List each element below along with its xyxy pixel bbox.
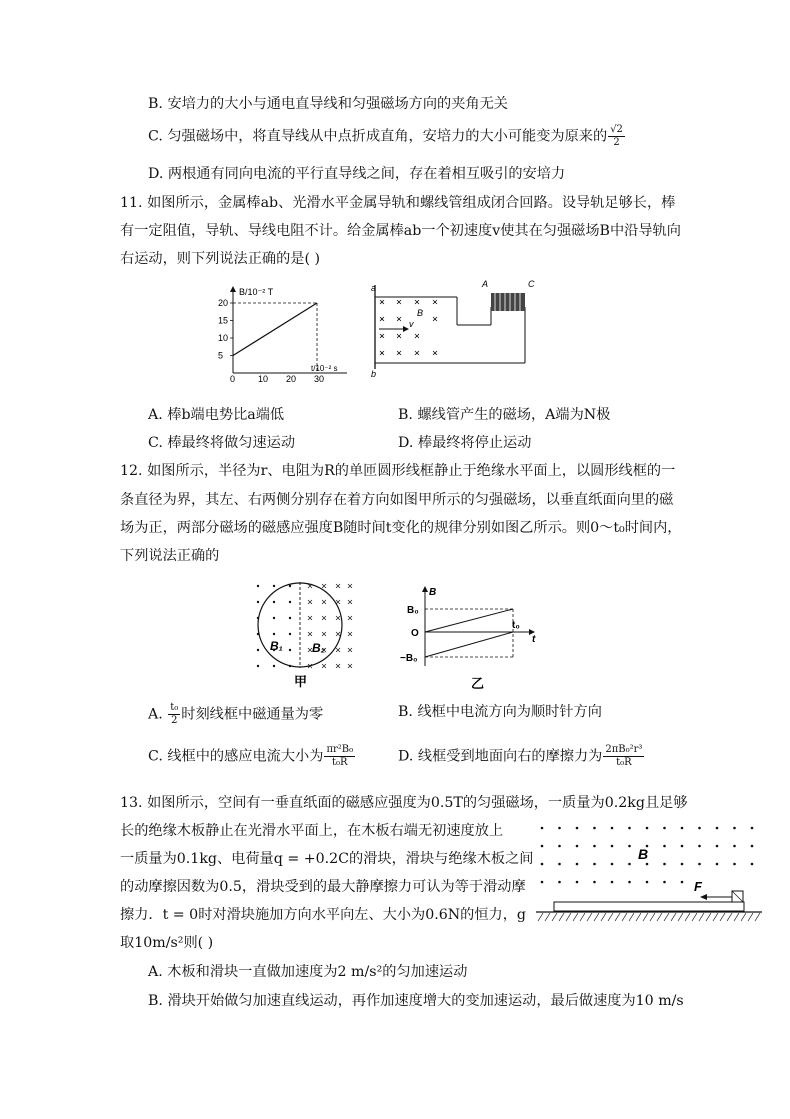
q11-y-tick-label: 15 [218, 315, 229, 326]
q13-label-B: B [638, 846, 649, 862]
label-a: a [371, 283, 377, 293]
q12-stem-line1: 12. 如图所示，半径为r、电阻为R的单匝圆形线框静止于绝缘水平面上，以圆形线框的一 [120, 463, 676, 479]
q11-stem-line2: 有一定阻值，导轨、导线电阻不计。给金属棒ab一个初速度v使其在匀强磁场B中沿导轨向 [120, 223, 681, 239]
q12-option-a-prefix: A. [148, 706, 168, 723]
q13-option-b: B. 滑块开始做匀加速直线运动，再作加速度增大的变加速运动，最后做速度为10 m/s [148, 993, 684, 1009]
q11-graph-data-line [233, 303, 317, 356]
insulating-board [554, 902, 744, 911]
q12-option-a-fraction [168, 702, 180, 727]
q11-stem-line3: 右运动，则下列说法正确的是( ) [120, 251, 321, 267]
q12-option-c-num: πr²B₀ [326, 744, 354, 755]
q11-option-a: A. 棒b端电势比a端低 [148, 407, 285, 423]
q13-stem-line3: 一质量为0.1kg、电荷量q = +0.2C的滑块，滑块与绝缘木板之间 [120, 851, 534, 867]
yi-label-negB0: −B₀ [400, 653, 418, 664]
caption-yi: 乙 [471, 676, 485, 691]
cross-field [308, 584, 352, 668]
q11-y-tick-label: 5 [218, 350, 224, 361]
q12-option-d [398, 744, 645, 769]
q11-option-d: D. 棒最终将停止运动 [398, 435, 532, 451]
yi-line-rising [425, 609, 513, 632]
q12-option-d-fraction [603, 744, 644, 769]
q12-option-d-den: t₀R [616, 757, 632, 768]
q13-figure [530, 818, 768, 928]
q12-option-c-den: t₀R [332, 757, 348, 768]
label-A: A [482, 279, 489, 289]
label-B2: B₂ [312, 641, 326, 655]
label-B: B [417, 308, 424, 318]
q12-option-c [148, 744, 356, 769]
q12-stem-line2: 条直径为界，其左、右两侧分别存在着方向如图甲所示的匀强磁场，以垂直纸面向里的磁 [120, 492, 674, 508]
q11-graph-y-arrow-icon [230, 286, 236, 292]
yi-B-arrow-icon [422, 586, 428, 592]
q10-option-d: D. 两根通有同向电流的平行直导线之间，存在着相互吸引的安培力 [148, 166, 566, 182]
q11-graph-ylabel: B/10⁻² T [239, 287, 274, 297]
q11-x-tick-label: 0 [230, 374, 236, 383]
q11-option-b: B. 螺线管产生的磁场，A端为N极 [398, 407, 611, 423]
q11-y-tick-label: 20 [218, 298, 229, 308]
q13-stem-line4: 的动摩擦因数为0.5，滑块受到的最大静摩擦力可认为等于滑动摩 [120, 879, 526, 895]
q13-stem-line6: 取10m/s²则( ) [120, 935, 214, 951]
label-b: b [371, 369, 377, 379]
yi-label-B: B [429, 587, 437, 598]
force-arrowhead-icon [700, 894, 707, 900]
yi-label-B0: B₀ [407, 605, 419, 616]
q11-bt-graph [215, 283, 355, 383]
label-C: C [528, 279, 535, 289]
q12-stem-line3: 场为正，两部分磁场的磁感应强度B随时间t变化的规律分别如图乙所示。则0～t₀时间内， [120, 520, 682, 536]
label-v: v [409, 319, 414, 329]
q13-option-a: A. 木板和滑块一直做加速度为2 m/s²的匀加速运动 [148, 964, 468, 980]
q12-option-d-num: 2πB₀²r³ [605, 744, 643, 755]
yi-line-lower [425, 632, 513, 657]
ground-hatch [538, 913, 760, 921]
caption-jia: 甲 [294, 674, 308, 689]
q12-option-a-text: 时刻线框中磁通量为零 [181, 706, 324, 723]
q12-figure-jia [248, 580, 358, 690]
q11-x-tick-label: 30 [314, 374, 325, 383]
q13-stem-line1: 13. 如图所示，空间有一垂直纸面的磁感应强度为0.5T的匀强磁场，一质量为0.2kg且足够 [120, 795, 688, 811]
q11-circuit-diagram [365, 277, 540, 382]
q12-option-a-den: 2 [171, 715, 178, 726]
q11-y-tick-label: 10 [218, 333, 229, 343]
label-B1: B₁ [270, 639, 283, 653]
yi-label-O: O [411, 628, 419, 639]
q10-option-c-text: C. 匀强磁场中，将直导线从中点折成直角，安培力的大小可能变为原来的 [148, 128, 608, 145]
q11-x-tick-label: 20 [286, 374, 297, 383]
yi-label-t: t [532, 634, 536, 645]
q11-x-tick-label: 10 [258, 374, 269, 383]
q11-option-c: C. 棒最终将做匀速运动 [148, 435, 296, 451]
q10-option-c-fraction [608, 124, 625, 149]
q10-option-c-den: 2 [613, 137, 620, 148]
q11-stem-line1: 11. 如图所示，金属棒ab、光滑水平金属导轨和螺线管组成闭合回路。设导轨足够长，棒 [120, 195, 676, 211]
q12-option-a [148, 702, 323, 727]
q12-option-c-fraction [324, 744, 355, 769]
q12-figure-yi [395, 582, 545, 692]
q13-stem-line2: 长的绝缘木板静止在光滑水平面上，在木板右端无初速度放上 [120, 823, 504, 839]
q12-option-b: B. 线框中电流方向为顺时针方向 [398, 704, 602, 720]
q12-option-c-text: C. 线框中的感应电流大小为 [148, 748, 324, 765]
q13-label-F: F [694, 879, 702, 894]
q11-graph-xlabel: t/10⁻² s [311, 364, 338, 373]
q12-stem-line4: 下列说法正确的 [120, 548, 220, 564]
q12-option-d-text: D. 线框受到地面向右的摩擦力为 [398, 748, 603, 765]
q10-option-c [148, 124, 626, 149]
dot-field [257, 585, 291, 667]
q12-option-a-num: t₀ [170, 702, 179, 713]
yi-label-t0: t₀ [512, 620, 520, 631]
q10-option-b: B. 安培力的大小与通电直导线和匀强磁场方向的夹角无关 [148, 96, 508, 112]
q13-stem-line5: 擦力．t = 0时对滑块施加方向水平向左、大小为0.6N的恒力，g [120, 907, 527, 923]
q10-option-c-num: √2 [610, 124, 623, 135]
